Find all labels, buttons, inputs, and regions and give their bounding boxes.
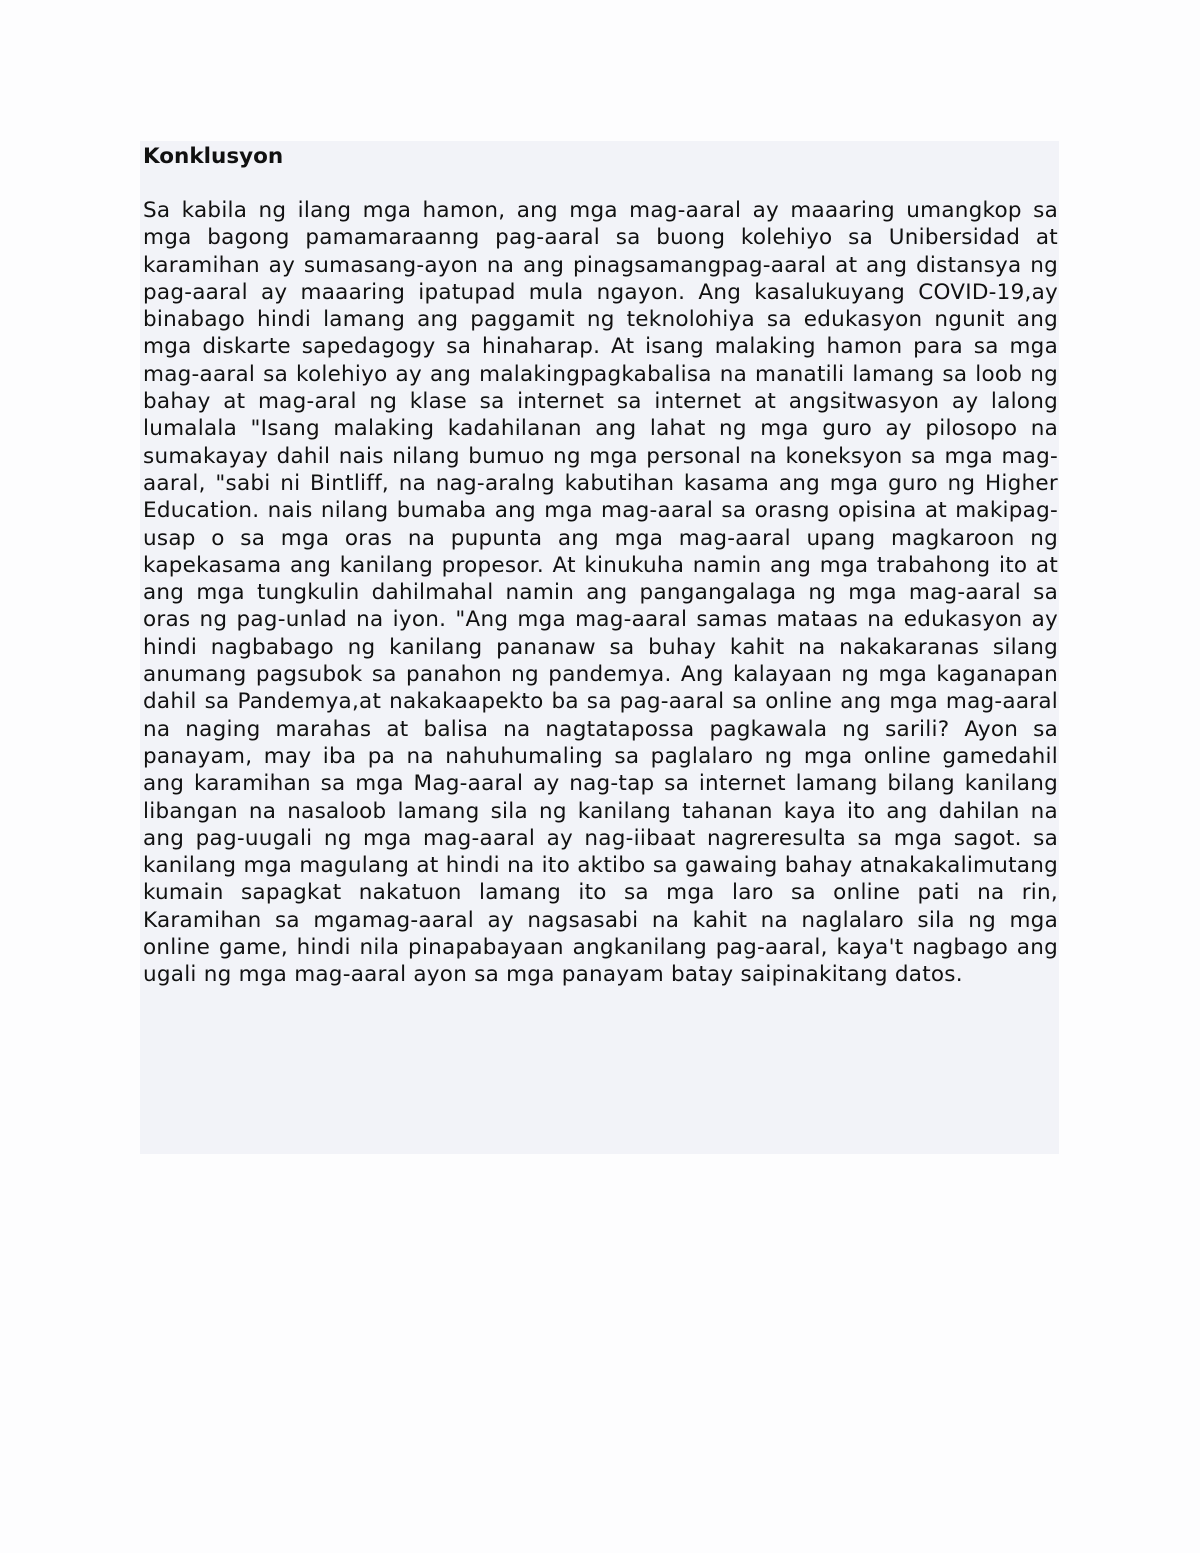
conclusion-section	[140, 141, 1059, 1154]
body-paragraph: Sa kabila ng ilang mga hamon, ang mga mag-aaral ay maaaring umangkop sa mga bagong pamamaraanng pag-aaral sa buong kolehiyo sa Unibersidad at karamihan ay sumasang-ayon na ang pinagsamangpag-aaral at ang distansya ng pag-aaral ay maaaring ipatupad mula ngayon. Ang kasalukuyang COVID-19,ay binabago hindi lamang ang paggamit ng teknolohiya sa edukasyon ngunit ang mga diskarte sapedagogy sa hinaharap. At isang malaking hamon para sa mga mag-aaral sa kolehiyo ay ang malakingpagkabalisa na manatili lamang sa loob ng bahay at mag-aral ng klase sa internet sa internet at angsitwasyon ay lalong lumalala "Isang malaking kadahilanan ang lahat ng mga guro ay pilosopo na sumakayay dahil nais nilang bumuo ng mga personal na koneksyon sa mga mag-aaral, "sabi ni Bintliff, na nag-aralng kabutihan kasama ang mga guro ng Higher Education. nais nilang bumaba ang mga mag-aaral sa orasng opisina at makipag-usap o sa mga oras na pupunta ang mga mag-aaral upang magkaroon ng kapekasama ang kanilang propesor. At kinukuha namin ang mga trabahong ito at ang mga tungkulin dahilmahal namin ang pangangalaga ng mga mag-aaral sa oras ng pag-unlad na iyon. "Ang mga mag-aaral samas mataas na edukasyon ay hindi nagbabago ng kanilang pananaw sa buhay kahit na nakakaranas silang anumang pagsubok sa panahon ng pandemya. Ang kalayaan ng mga kaganapan dahil sa Pandemya,at nakakaapekto ba sa pag-aaral sa online ang mga mag-aaral na naging marahas at balisa na nagtatapossa pagkawala ng sarili? Ayon sa panayam, may iba pa na nahuhumaling sa paglalaro ng mga online gamedahil ang karamihan sa mga Mag-aaral ay nag-tap sa internet lamang bilang kanilang libangan na nasaloob lamang sila ng kanilang tahanan kaya ito ang dahilan na ang pag-uugali ng mga mag-aaral ay nag-iibaat nagreresulta sa mga sagot. sa kanilang mga magulang at hindi na ito aktibo sa gawaing bahay atnakakalimutang kumain sapagkat nakatuon lamang ito sa mga laro sa online pati na rin, Karamihan sa mgamag-aaral ay nagsasabi na kahit na naglalaro sila ng mga online game, hindi nila pinapabayaan angkanilang pag-aaral, kaya't nagbago ang ugali ng mga mag-aaral ayon sa mga panayam batay saipinakitang datos.	[143, 198, 1058, 988]
section-heading: Konklusyon	[143, 144, 284, 169]
